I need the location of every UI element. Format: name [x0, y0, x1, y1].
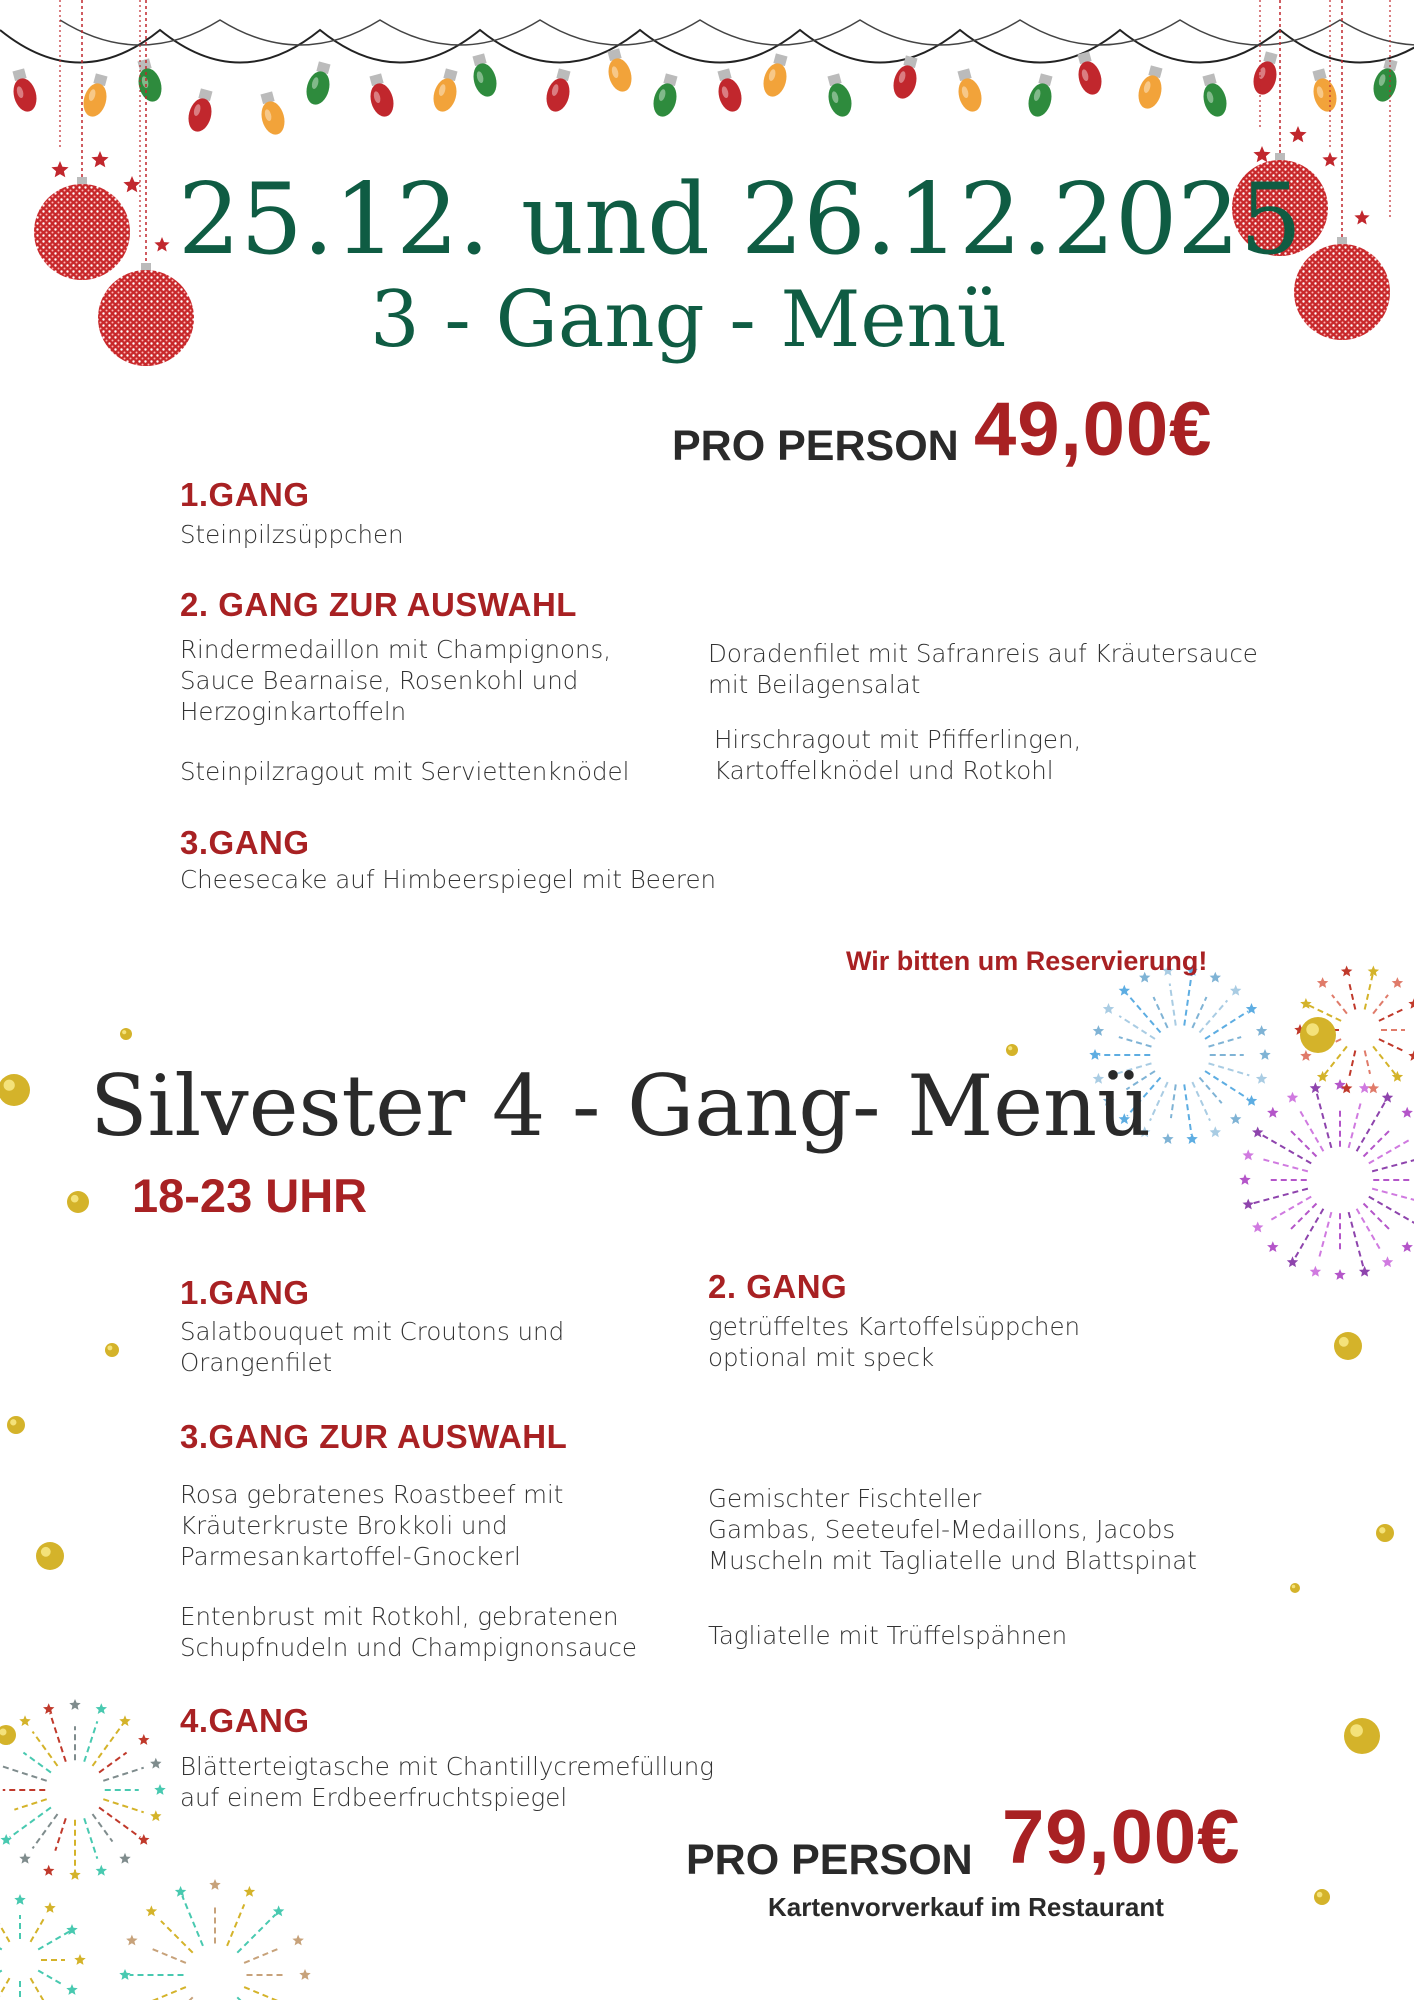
silvester-course4-dish: Blätterteigtasche mit Chantillycremefüllung auf einem Erdbeerfruchtspiegel — [180, 1752, 714, 1812]
light-bulb-icon — [1250, 50, 1282, 97]
light-bulb-icon — [133, 57, 165, 104]
light-bulb-icon — [823, 72, 855, 119]
silvester-price: 79,00€ — [1002, 1795, 1241, 1880]
christmas-course3-heading: 3.GANG — [180, 824, 310, 861]
string-lights-icon — [0, 20, 1414, 137]
christmas-dates-title: 25.12. und 26.12.2025 — [178, 163, 1303, 277]
silvester-course2-heading: 2. GANG — [708, 1268, 848, 1305]
reservation-note: Wir bitten um Reservierung! — [846, 946, 1208, 976]
light-bulb-icon — [303, 60, 335, 107]
christmas-course2-heading: 2. GANG ZUR AUSWAHL — [180, 586, 577, 623]
silvester-course3-option: Tagliatelle mit Trüffelspähnen — [708, 1621, 1068, 1650]
silvester-course3-option: Rosa gebratenes Roastbeef mit Kräuterkruste Brokkoli und Parmesankartoffel-Gnockerl — [180, 1480, 564, 1571]
light-bulb-icon — [953, 67, 985, 114]
light-bulb-icon — [713, 67, 745, 114]
christmas-course2-option: Hirschragout mit Pfifferlingen, Kartoffelknödel und Rotkohl — [714, 725, 1082, 785]
light-bulb-icon — [603, 47, 635, 94]
silvester-price-label: PRO PERSON — [686, 1836, 973, 1884]
christmas-course2-option: Rindermedaillon mit Champignons, Sauce Bearnaise, Rosenkohl und Herzoginkartoffeln — [180, 635, 612, 726]
christmas-course1-dish: Steinpilzsüppchen — [180, 520, 404, 549]
silvester-course4-heading: 4.GANG — [180, 1702, 310, 1739]
presale-note: Kartenvorverkauf im Restaurant — [768, 1892, 1164, 1922]
light-bulb-icon — [8, 67, 40, 114]
light-bulb-icon — [1135, 64, 1167, 111]
light-bulb-icon — [365, 72, 397, 119]
christmas-course1-heading: 1.GANG — [180, 476, 310, 513]
silvester-time: 18-23 UHR — [132, 1169, 368, 1222]
christmas-price-row — [672, 386, 1272, 486]
light-bulb-icon — [185, 87, 217, 134]
christmas-course2-option: Steinpilzragout mit Serviettenknödel — [180, 757, 630, 786]
silvester-menu-title: Silvester 4 - Gang- Menü — [90, 1057, 1152, 1155]
light-bulb-icon — [543, 67, 575, 114]
light-bulb-icon — [1308, 67, 1340, 114]
light-bulb-icon — [1198, 72, 1230, 119]
silvester-course3-option: Gemischter Fischteller Gambas, Seeteufel-Medaillons, Jacobs Muscheln mit Tagliatelle und Blattspinat — [708, 1484, 1197, 1575]
light-bulb-icon — [760, 52, 792, 99]
christmas-price: 49,00€ — [974, 387, 1213, 472]
light-bulb-icon — [430, 67, 462, 114]
light-bulb-icon — [1025, 72, 1057, 119]
light-bulb-icon — [256, 90, 288, 137]
christmas-menu-title: 3 - Gang - Menü — [370, 275, 1007, 365]
christmas-price-label: PRO PERSON — [672, 422, 959, 470]
silvester-course1-heading: 1.GANG — [180, 1274, 310, 1311]
christmas-course2-option: Doradenfilet mit Safranreis auf Kräutersauce mit Beilagensalat — [708, 639, 1258, 699]
silvester-course1-dish: Salatbouquet mit Croutons und Orangenfilet — [180, 1317, 565, 1377]
silvester-course2-dish: getrüffeltes Kartoffelsüppchen optional mit speck — [708, 1312, 1081, 1372]
silvester-course3-heading: 3.GANG ZUR AUSWAHL — [180, 1418, 568, 1455]
christmas-course3-dish: Cheesecake auf Himbeerspiegel mit Beeren — [180, 865, 717, 894]
light-bulb-icon — [80, 72, 112, 119]
light-bulb-icon — [1370, 57, 1402, 104]
light-bulb-icon — [468, 52, 500, 99]
silvester-price-row — [686, 1794, 1306, 1904]
light-bulb-icon — [650, 72, 682, 119]
silvester-course3-option: Entenbrust mit Rotkohl, gebratenen Schupfnudeln und Champignonsauce — [180, 1602, 637, 1662]
light-bulb-icon — [1073, 50, 1105, 97]
